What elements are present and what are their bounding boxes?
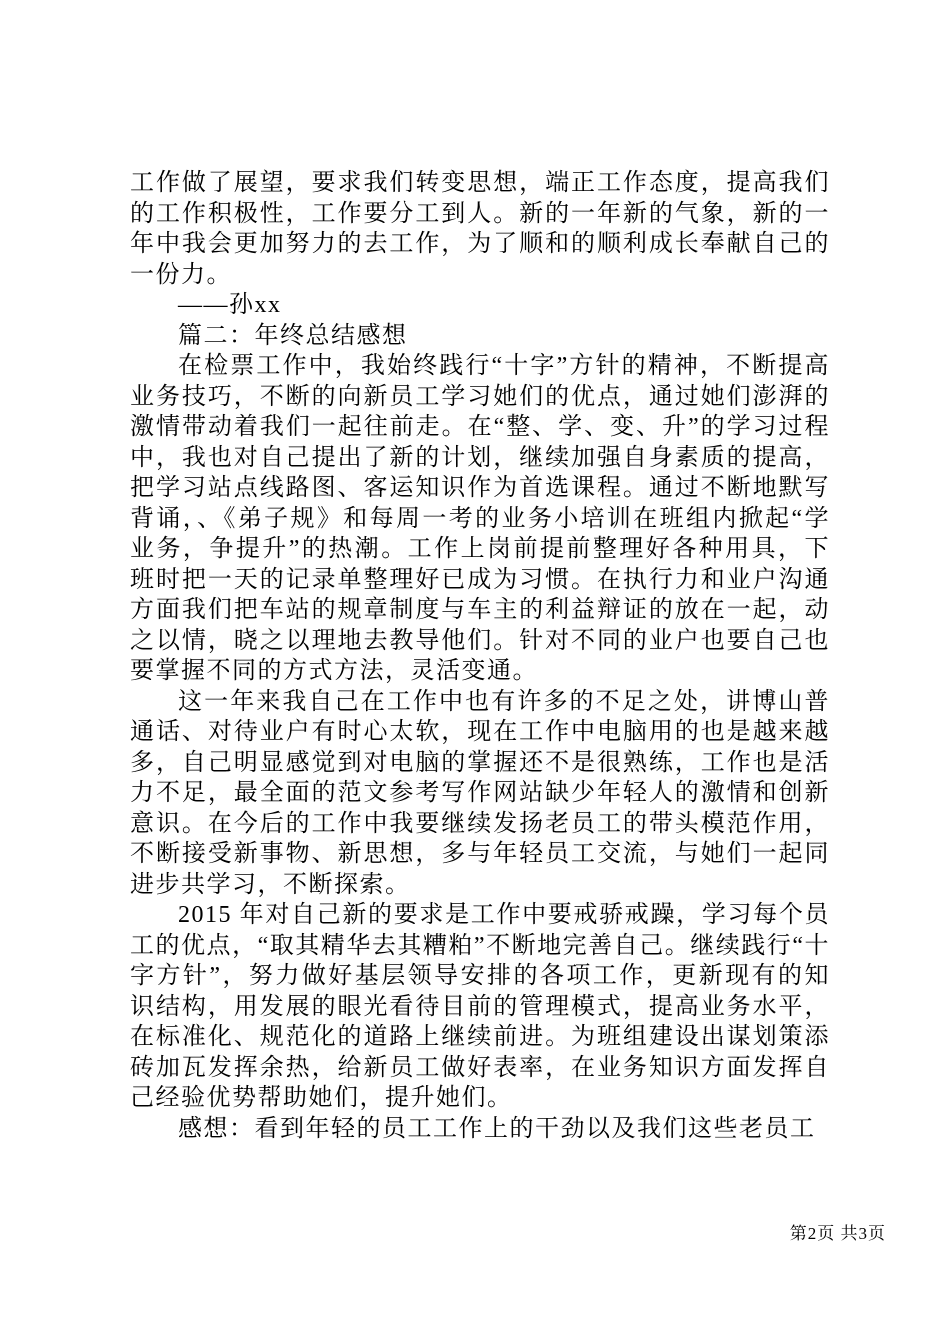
paragraph: 感想：看到年轻的员工工作上的干劲以及我们这些老员工 <box>178 1115 816 1142</box>
document-body <box>130 168 830 1144</box>
paragraph-continuation: 工作做了展望，要求我们转变思想，端正工作态度，提高我们的工作积极性，工作要分工到人。新的一年新的气象，新的一年中我会更加努力的去工作，为了顺和的顺利成长奉献自己的一份力。 <box>130 170 830 288</box>
paragraph: 在检票工作中，我始终践行“十字”方针的精神，不断提高业务技巧，不断的向新员工学习她们的优点，通过她们澎湃的激情带动着我们一起往前走。在“整、学、变、升”的学习过程中，我也对自己提出了新的计划，继续加强自身素质的提高，把学习站点线路图、客运知识作为首选课程。通过不断地默写背诵，、《弟子规》和每周一考的业务小培训在班组内掀起“学业务，争提升”的热潮。工作上岗前提前整理好各种用具，下班时把一天的记录单整理好已成为习惯。在执行力和业户沟通方面我们把车站的规章制度与车主的利益辩证的放在一起，动之以情，晓之以理地去教导他们。针对不同的业户也要自己也要掌握不同的方式方法，灵活变通。 <box>130 353 830 684</box>
paragraph: 这一年来我自己在工作中也有许多的不足之处，讲博山普通话、对待业户有时心太软，现在工作中电脑用的也是越来越多，自己明显感觉到对电脑的掌握还不是很熟练，工作也是活力不足，最全面的范文参考写作网站缺少年轻人的激情和创新意识。在今后的工作中我要继续发扬老员工的带头模范作用，不断接受新事物、新思想，多与年轻员工交流，与她们一起同进步共学习，不断探索。 <box>130 688 830 898</box>
paragraph: 2015 年对自己新的要求是工作中要戒骄戒躁，学习每个员工的优点，“取其精华去其糟粕”不断地完善自己。继续践行“十字方针”，努力做好基层领导安排的各项工作，更新现有的知识结构，用发展的眼光看待目前的管理模式，提高业务水平，在标准化、规范化的道路上继续前进。为班组建设出谋划策添砖加瓦发挥余热，给新员工做好表率，在业务知识方面发挥自己经验优势帮助她们，提升她们。 <box>130 902 830 1111</box>
section-heading: 篇二：年终总结感想 <box>178 322 408 349</box>
page-number-footer: 第2页 共3页 <box>789 1224 886 1243</box>
signature-line: ——孙xx <box>178 292 282 318</box>
